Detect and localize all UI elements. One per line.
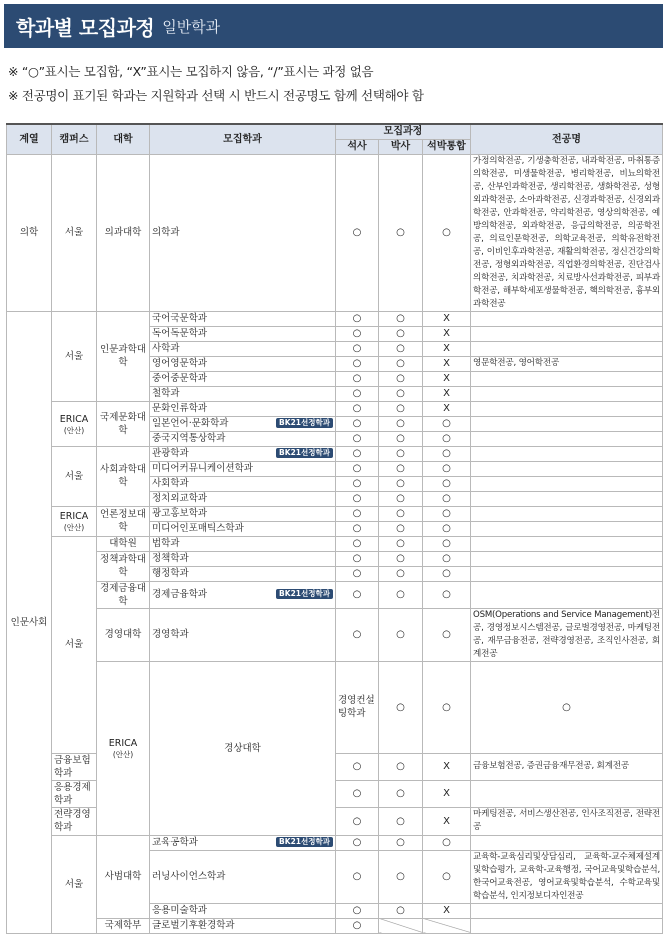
header-dept: 모집학과 <box>150 124 336 154</box>
master-mark: ○ <box>336 581 379 608</box>
combined-mark: ○ <box>423 476 471 491</box>
doctor-mark: ○ <box>379 326 423 341</box>
dept-label: 전략경영학과 <box>54 809 91 833</box>
dept-cell <box>150 850 336 903</box>
master-mark: ○ <box>336 476 379 491</box>
college-cell: 경상대학 <box>150 661 336 835</box>
campus-erica-label: ERICA <box>108 738 138 749</box>
master-mark: ○ <box>336 401 379 416</box>
combined-mark: ○ <box>423 491 471 506</box>
field-cell: 의학 <box>7 154 52 311</box>
doctor-mark: ○ <box>379 416 423 431</box>
major-cell <box>471 461 663 476</box>
dept-cell <box>150 446 336 461</box>
bk21-badge: BK21선정학과 <box>276 418 333 428</box>
major-cell <box>471 780 663 807</box>
doctor-mark: ○ <box>379 461 423 476</box>
combined-mark: X <box>423 356 471 371</box>
dept-label: 영어영문학과 <box>152 358 208 369</box>
master-mark: ○ <box>336 608 379 661</box>
dept-label: 문화인류학과 <box>152 403 208 414</box>
major-cell <box>471 386 663 401</box>
doctor-mark: ○ <box>379 566 423 581</box>
dept-label: 독어독문학과 <box>152 328 208 339</box>
table-row <box>7 446 663 461</box>
combined-mark: X <box>423 371 471 386</box>
major-cell <box>471 835 663 850</box>
doctor-mark: ○ <box>379 386 423 401</box>
major-cell <box>471 446 663 461</box>
master-mark: ○ <box>336 753 379 780</box>
master-mark: ○ <box>336 566 379 581</box>
dept-cell <box>150 608 336 661</box>
combined-mark: ○ <box>423 566 471 581</box>
major-cell <box>471 431 663 446</box>
combined-mark: ○ <box>423 581 471 608</box>
combined-mark <box>423 918 471 933</box>
combined-mark: X <box>423 341 471 356</box>
college-cell: 경제금융대학 <box>97 581 150 608</box>
dept-cell <box>150 551 336 566</box>
dept-label: 경영학과 <box>152 629 189 640</box>
table-row <box>7 608 663 661</box>
combined-mark: ○ <box>423 608 471 661</box>
major-cell <box>471 326 663 341</box>
combined-mark: ○ <box>423 431 471 446</box>
master-mark: ○ <box>336 551 379 566</box>
master-mark: ○ <box>336 536 379 551</box>
table-row <box>7 581 663 608</box>
major-cell <box>471 371 663 386</box>
combined-mark: X <box>423 753 471 780</box>
table-row <box>7 311 663 326</box>
combined-mark: X <box>423 311 471 326</box>
dept-label: 중어중문학과 <box>152 373 208 384</box>
combined-mark: ○ <box>423 446 471 461</box>
master-mark: ○ <box>336 311 379 326</box>
campus-erica-label: ERICA <box>59 511 89 522</box>
doctor-mark: ○ <box>379 521 423 536</box>
table-row <box>7 918 663 933</box>
master-mark: ○ <box>336 850 379 903</box>
dept-cell <box>150 401 336 416</box>
college-cell: 국제문화대학 <box>97 401 150 446</box>
dept-cell <box>150 461 336 476</box>
major-cell <box>471 491 663 506</box>
campus-cell <box>52 401 97 446</box>
header-campus: 캠퍼스 <box>52 124 97 154</box>
dept-label: 글로벌기후환경학과 <box>152 920 235 931</box>
major-note: ※ 전공명이 표기된 학과는 지원학과 선택 시 반드시 전공명도 함께 선택해야 함 <box>8 88 424 103</box>
dept-cell <box>150 506 336 521</box>
doctor-mark: ○ <box>379 536 423 551</box>
major-cell: OSM(Operations and Service Management)전공, 경영정보시스템전공, 글로벌경영전공, 마케팅전공, 재무금융전공, 전략경영전공, 조직인사전공, 회계전공 <box>471 608 663 661</box>
combined-mark: ○ <box>423 521 471 536</box>
master-mark: ○ <box>336 903 379 918</box>
dept-label: 응용경제학과 <box>54 781 91 806</box>
dept-cell <box>150 341 336 356</box>
campus-ansan-label: (안산) <box>112 750 134 759</box>
college-cell: 의과대학 <box>97 154 150 311</box>
major-cell: 마케팅전공, 서비스생산전공, 인사조직전공, 전략전공 <box>471 807 663 835</box>
table-row <box>7 551 663 566</box>
major-cell: 가정의학전공, 기생충학전공, 내과학전공, 마취통증의학전공, 미생물학전공, 병리학전공, 비뇨의학전공, 산부인과학전공, 생리학전공, 생화학전공, 성형외과학전공, 소아과학전공, 신경과학전공, 신경외과학전공, 안과학전공, 약리학전공, 영상의학전공, 예방의학전공, 외과학전공, 응급의학전공, 의공학전공, 의료인문학전공, 의학교육전공, 의학유전학전공, 이비인후과학전공, 재활의학전공, 정신건강의학전공, 정형외과학전공, 직업환경의학전공, 진단검사의학전공, 치과학전공, 치료방사선과학전공, 피부과학전공, 해부학세포생물학전공, 핵의학전공, 흉부외과학전공 <box>471 154 663 311</box>
bk21-badge: BK21선정학과 <box>276 837 333 847</box>
bk21-badge: BK21선정학과 <box>276 589 333 599</box>
major-cell <box>471 506 663 521</box>
master-mark: ○ <box>336 491 379 506</box>
college-cell: 인문과학대학 <box>97 311 150 401</box>
dept-label: 중국지역통상학과 <box>152 433 226 444</box>
doctor-mark: ○ <box>379 835 423 850</box>
major-cell <box>471 918 663 933</box>
master-mark: ○ <box>336 780 379 807</box>
college-cell: 언론정보대학 <box>97 506 150 536</box>
doctor-mark: ○ <box>379 551 423 566</box>
doctor-mark: ○ <box>379 341 423 356</box>
header-combined: 석박통합 <box>423 139 471 154</box>
dept-cell <box>52 753 97 780</box>
dept-cell <box>150 476 336 491</box>
master-mark: ○ <box>336 341 379 356</box>
dept-label: 국어국문학과 <box>152 313 208 324</box>
major-cell: 교육학-교육심리및상담심리, 교육학-교수체제설계및학습평가, 교육학-교육행정, 국어교육및학습분석, 한국어교육전공, 영어교육및학습분석, 수학교육및학습분석, 인지정보디자인전공 <box>471 850 663 903</box>
dept-label: 사회학과 <box>152 478 189 489</box>
dept-label: 교육공학과 <box>152 837 198 848</box>
doctor-mark: ○ <box>379 850 423 903</box>
dept-label: 일본언어·문화학과 <box>152 418 229 429</box>
header-master: 석사 <box>336 139 379 154</box>
combined-mark: ○ <box>423 416 471 431</box>
major-cell <box>471 581 663 608</box>
master-mark: ○ <box>336 521 379 536</box>
combined-mark: ○ <box>423 835 471 850</box>
major-cell <box>471 401 663 416</box>
master-mark: ○ <box>336 807 379 835</box>
page-subtitle: 일반학과 <box>162 17 221 36</box>
table-row <box>7 835 663 850</box>
dept-cell <box>150 581 336 608</box>
campus-cell: 서울 <box>52 835 97 933</box>
dept-cell <box>150 566 336 581</box>
dept-label: 정치외교학과 <box>152 493 208 504</box>
doctor-mark: ○ <box>379 581 423 608</box>
campus-cell: 서울 <box>52 536 97 753</box>
college-cell: 경영대학 <box>97 608 150 661</box>
dept-label: 사학과 <box>152 343 180 354</box>
major-cell: 영문학전공, 영어학전공 <box>471 356 663 371</box>
master-mark: ○ <box>336 506 379 521</box>
campus-cell: 서울 <box>52 446 97 506</box>
master-mark: ○ <box>336 431 379 446</box>
college-cell: 정책과학대학 <box>97 551 150 581</box>
college-cell: 국제학부 <box>97 918 150 933</box>
doctor-mark: ○ <box>379 903 423 918</box>
doctor-mark: ○ <box>379 608 423 661</box>
combined-mark: ○ <box>423 536 471 551</box>
header-course: 모집과정 <box>336 124 471 139</box>
major-cell <box>471 311 663 326</box>
dept-label: 미디어인포매틱스학과 <box>152 523 244 534</box>
doctor-mark: ○ <box>379 506 423 521</box>
dept-cell <box>336 661 379 753</box>
table-row <box>7 506 663 521</box>
combined-mark: ○ <box>423 551 471 566</box>
dept-label: 행정학과 <box>152 568 189 579</box>
page-title: 학과별 모집과정 <box>16 15 155 40</box>
master-mark: ○ <box>379 661 423 753</box>
college-cell: 사범대학 <box>97 835 150 918</box>
combined-mark: X <box>423 386 471 401</box>
dept-cell <box>150 416 336 431</box>
dept-cell <box>150 371 336 386</box>
major-cell <box>471 551 663 566</box>
dept-cell <box>150 835 336 850</box>
campus-erica-label: ERICA <box>59 413 89 425</box>
master-mark: ○ <box>336 356 379 371</box>
campus-ansan-label: (안산) <box>63 523 85 532</box>
dept-cell <box>150 536 336 551</box>
table-row <box>7 401 663 416</box>
major-cell <box>471 521 663 536</box>
dept-label: 관광학과 <box>152 448 189 459</box>
major-cell <box>471 566 663 581</box>
major-cell <box>471 536 663 551</box>
major-cell <box>471 903 663 918</box>
combined-mark: X <box>423 326 471 341</box>
dept-label: 러닝사이언스학과 <box>152 871 226 882</box>
doctor-mark: ○ <box>379 807 423 835</box>
campus-ansan-label: (안산) <box>63 425 85 435</box>
table-header <box>7 124 663 154</box>
master-mark: ○ <box>336 461 379 476</box>
doctor-mark: ○ <box>379 491 423 506</box>
dept-cell <box>150 311 336 326</box>
college-cell: 대학원 <box>97 536 150 551</box>
dept-cell <box>150 491 336 506</box>
doctor-mark: ○ <box>379 780 423 807</box>
combined-mark: X <box>423 401 471 416</box>
combined-mark: X <box>423 807 471 835</box>
dept-cell <box>150 386 336 401</box>
table-row <box>7 661 663 753</box>
dept-cell <box>150 356 336 371</box>
dept-label: 정책학과 <box>152 553 189 564</box>
major-cell <box>471 476 663 491</box>
doctor-mark: ○ <box>423 661 471 753</box>
header-college: 대학 <box>97 124 150 154</box>
doctor-mark: ○ <box>379 356 423 371</box>
dept-cell <box>150 918 336 933</box>
combined-mark: ○ <box>423 506 471 521</box>
master-mark: ○ <box>336 371 379 386</box>
master-mark: ○ <box>336 416 379 431</box>
table-row <box>7 536 663 551</box>
admissions-table <box>6 123 663 934</box>
campus-cell: 서울 <box>52 154 97 311</box>
header-field: 계열 <box>7 124 52 154</box>
field-cell: 인문사회 <box>7 311 52 933</box>
dept-label: 금융보험학과 <box>54 754 91 779</box>
dept-label: 응용미술학과 <box>152 905 208 916</box>
dept-cell <box>150 326 336 341</box>
bk21-badge: BK21선정학과 <box>276 448 333 458</box>
legend-note: ※ “○”표시는 모집함, “X”표시는 모집하지 않음, “/”표시는 과정 없음 <box>8 64 374 79</box>
doctor-mark: ○ <box>379 431 423 446</box>
major-cell <box>471 416 663 431</box>
combined-mark: ○ <box>423 850 471 903</box>
master-mark: ○ <box>336 326 379 341</box>
dept-label: 광고홍보학과 <box>152 508 208 519</box>
page-banner <box>4 4 663 48</box>
doctor-mark: ○ <box>379 154 423 311</box>
header-major: 전공명 <box>471 124 663 154</box>
combined-mark: ○ <box>423 461 471 476</box>
doctor-mark: ○ <box>379 311 423 326</box>
campus-cell: 서울 <box>52 311 97 401</box>
combined-mark: ○ <box>423 154 471 311</box>
campus-cell <box>97 661 150 835</box>
dept-cell: 의학과 <box>150 154 336 311</box>
combined-mark: ○ <box>471 661 663 753</box>
major-cell <box>471 341 663 356</box>
doctor-mark: ○ <box>379 401 423 416</box>
dept-cell <box>150 903 336 918</box>
doctor-mark <box>379 918 423 933</box>
dept-cell <box>52 807 97 835</box>
doctor-mark: ○ <box>379 753 423 780</box>
dept-label: 경제금융학과 <box>152 589 208 600</box>
doctor-mark: ○ <box>379 446 423 461</box>
master-mark: ○ <box>336 386 379 401</box>
header-doctor: 박사 <box>379 139 423 154</box>
master-mark: ○ <box>336 835 379 850</box>
doctor-mark: ○ <box>379 371 423 386</box>
dept-label: 미디어커뮤니케이션학과 <box>152 463 253 474</box>
table-row <box>7 154 663 311</box>
college-cell: 사회과학대학 <box>97 446 150 506</box>
dept-cell <box>52 780 97 807</box>
master-mark: ○ <box>336 154 379 311</box>
dept-label: 경영컨설팅학과 <box>338 695 375 719</box>
major-cell: 금융보험전공, 증권금융재무전공, 회계전공 <box>471 753 663 780</box>
dept-label: 법학과 <box>152 538 180 549</box>
campus-cell <box>52 506 97 536</box>
dept-cell <box>150 431 336 446</box>
combined-mark: X <box>423 780 471 807</box>
master-mark: ○ <box>336 446 379 461</box>
dept-label: 철학과 <box>152 388 180 399</box>
dept-cell <box>150 521 336 536</box>
combined-mark: X <box>423 903 471 918</box>
doctor-mark: ○ <box>379 476 423 491</box>
master-mark: ○ <box>336 918 379 933</box>
